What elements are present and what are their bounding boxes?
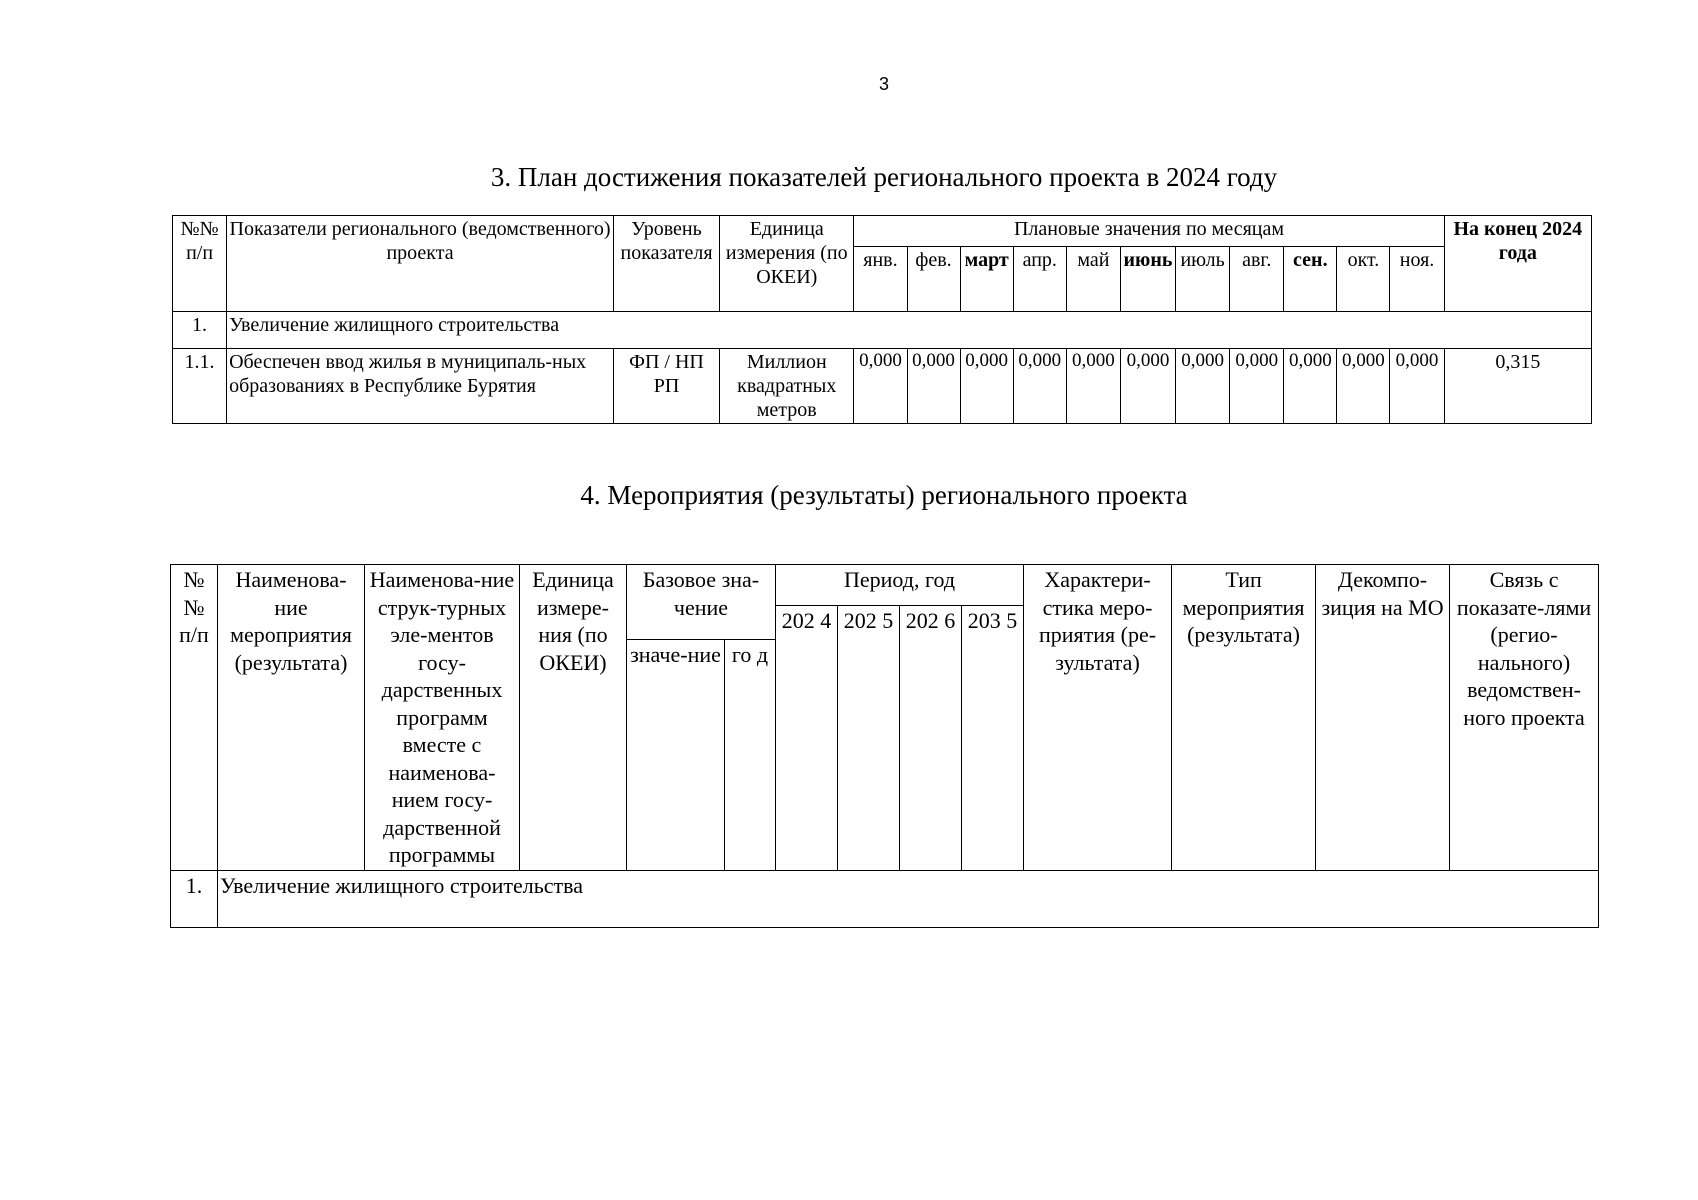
header-characteristic: Характери-стика меро-приятия (ре-зультата)	[1024, 565, 1172, 871]
header-base-value-year: го д	[725, 639, 776, 870]
section-3-title: 3. План достижения показателей регионального проекта в 2024 году	[490, 162, 1278, 192]
month-header-jul: июль	[1176, 247, 1230, 312]
section-4-title: 4. Мероприятия (результаты) регионального проекта	[580, 480, 1188, 510]
header-end-of-year: На конец 2024 года	[1444, 216, 1591, 312]
header-unit: Единица измере-ния (по ОКЕИ)	[520, 565, 627, 871]
group-row-label: Увеличение жилищного строительства	[227, 312, 1592, 349]
month-header-aug: авг.	[1230, 247, 1284, 312]
row-value-jul: 0,000	[1176, 349, 1230, 424]
month-header-oct: окт.	[1337, 247, 1390, 312]
group-row-num: 1.	[171, 870, 218, 927]
month-header-may: май	[1066, 247, 1120, 312]
month-header-apr: апр.	[1013, 247, 1066, 312]
row-value-aug: 0,000	[1230, 349, 1284, 424]
row-num: 1.1.	[173, 349, 227, 424]
row-value-jun: 0,000	[1120, 349, 1175, 424]
header-year-2026: 202 6	[900, 606, 962, 871]
row-indicator: Обеспечен ввод жилья в муниципаль-ных образованиях в Республике Бурятия	[227, 349, 614, 424]
row-value-feb: 0,000	[907, 349, 960, 424]
header-event-type: Тип мероприятия (результата)	[1172, 565, 1316, 871]
header-unit: Единица измерения (по ОКЕИ)	[720, 216, 854, 312]
header-event-name: Наименова-ние мероприятия (результата)	[218, 565, 365, 871]
events-results-table	[170, 564, 1599, 928]
month-header-jan: янв.	[854, 247, 907, 312]
month-header-mar: март	[960, 247, 1013, 312]
row-value-sep: 0,000	[1284, 349, 1337, 424]
header-num: №№ п/п	[173, 216, 227, 312]
header-link-to-indicators: Связь с показате-лями (регио-нального) ведомствен-ного проекта	[1450, 565, 1599, 871]
group-row-num: 1.	[173, 312, 227, 349]
row-value-jan: 0,000	[854, 349, 907, 424]
header-year-2025: 202 5	[838, 606, 900, 871]
header-period: Период, год	[776, 565, 1024, 606]
indicators-plan-table	[172, 215, 1592, 424]
group-row-label: Увеличение жилищного строительства	[218, 870, 1599, 927]
header-year-2035: 203 5	[962, 606, 1024, 871]
header-base-value: Базовое зна-чение	[627, 565, 776, 640]
row-level: ФП / НП РП	[613, 349, 719, 424]
row-value-may: 0,000	[1066, 349, 1120, 424]
page-number: 3	[878, 74, 889, 94]
header-monthly-values: Плановые значения по месяцам	[854, 216, 1444, 247]
header-structural-elements: Наименова-ние струк-турных эле-ментов госу-дарственных программ вместе с наименова-нием госу-дарственной программы	[365, 565, 520, 871]
header-base-value-value: значе-ние	[627, 639, 725, 870]
row-value-apr: 0,000	[1013, 349, 1066, 424]
month-header-feb: фев.	[907, 247, 960, 312]
header-num: № № п/п	[171, 565, 218, 871]
row-end-value: 0,315	[1444, 349, 1591, 424]
header-decomposition: Декомпо-зиция на МО	[1316, 565, 1450, 871]
row-unit: Миллион квадратных метров	[720, 349, 854, 424]
row-value-nov: 0,000	[1390, 349, 1444, 424]
month-header-nov: ноя.	[1390, 247, 1444, 312]
row-value-oct: 0,000	[1337, 349, 1390, 424]
header-level: Уровень показателя	[613, 216, 719, 312]
header-indicator: Показатели регионального (ведомственного) проекта	[227, 216, 614, 312]
header-year-2024: 202 4	[776, 606, 838, 871]
month-header-sep: сен.	[1284, 247, 1337, 312]
row-value-mar: 0,000	[960, 349, 1013, 424]
month-header-jun: июнь	[1120, 247, 1175, 312]
